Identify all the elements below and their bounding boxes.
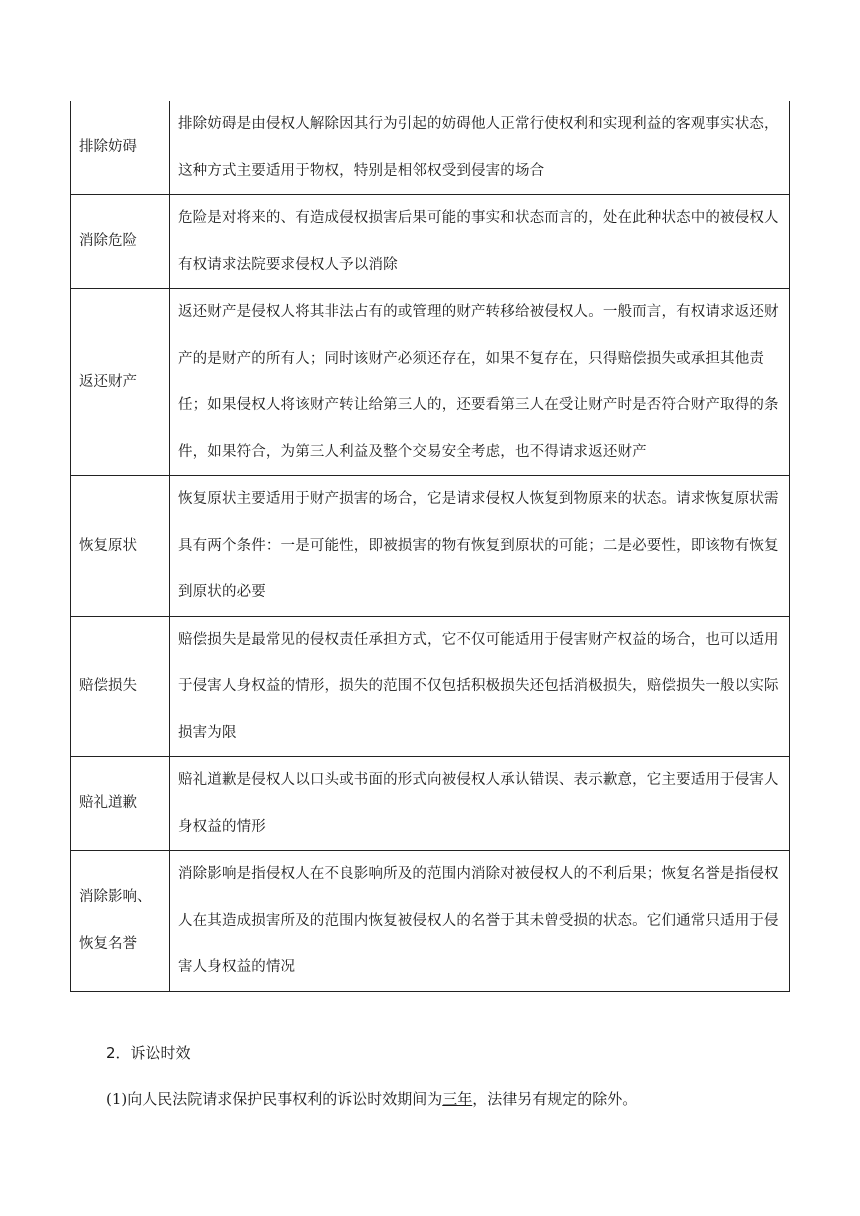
table-row bbox=[71, 195, 790, 289]
row-content: 消除影响是指侵权人在不良影响所及的范围内消除对被侵权人的不利后果；恢复名誉是指侵权人在其造成损害所及的范围内恢复被侵权人的名誉于其未曾受损的状态。它们通常只适用于侵害人身权益的情况 bbox=[170, 851, 790, 992]
row-content: 排除妨碍是由侵权人解除因其行为引起的妨碍他人正常行使权利和实现利益的客观事实状态，这种方式主要适用于物权，特别是相邻权受到侵害的场合 bbox=[170, 101, 790, 195]
row-content: 返还财产是侵权人将其非法占有的或管理的财产转移给被侵权人。一般而言，有权请求返还财产的是财产的所有人；同时该财产必须还存在，如果不复存在，只得赔偿损失或承担其他责任；如果侵权人将该财产转让给第三人的，还要看第三人在受让财产时是否符合财产取得的条件，如果符合，为第三人利益及整个交易安全考虑，也不得请求返还财产 bbox=[170, 289, 790, 476]
row-label: 消除影响、恢复名誉 bbox=[71, 851, 170, 992]
row-label: 消除危险 bbox=[71, 195, 170, 289]
row-label: 返还财产 bbox=[71, 289, 170, 476]
section-heading: 2．诉讼时效 bbox=[106, 1044, 191, 1062]
liability-methods-table bbox=[70, 101, 790, 992]
row-label: 赔偿损失 bbox=[71, 616, 170, 757]
para-underlined-term: 三年 bbox=[442, 1090, 473, 1108]
table-row bbox=[71, 616, 790, 757]
row-content: 赔偿损失是最常见的侵权责任承担方式，它不仅可能适用于侵害财产权益的场合，也可以适用于侵害人身权益的情形，损失的范围不仅包括积极损失还包括消极损失，赔偿损失一般以实际损害为限 bbox=[170, 616, 790, 757]
para-suffix: ，法律另有规定的除外。 bbox=[472, 1090, 638, 1108]
table-row bbox=[71, 851, 790, 992]
table-row bbox=[71, 476, 790, 617]
row-content: 恢复原状主要适用于财产损害的场合，它是请求侵权人恢复到物原来的状态。请求恢复原状需具有两个条件：一是可能性，即被损害的物有恢复到原状的可能；二是必要性，即该物有恢复到原状的必要 bbox=[170, 476, 790, 617]
row-label: 排除妨碍 bbox=[71, 101, 170, 195]
row-content: 危险是对将来的、有造成侵权损害后果可能的事实和状态而言的，处在此种状态中的被侵权人有权请求法院要求侵权人予以消除 bbox=[170, 195, 790, 289]
section-paragraph bbox=[106, 1086, 806, 1112]
table-row bbox=[71, 289, 790, 476]
table-row bbox=[71, 757, 790, 851]
para-prefix: (1)向人民法院请求保护民事权利的诉讼时效期间为 bbox=[106, 1090, 443, 1108]
row-label: 恢复原状 bbox=[71, 476, 170, 617]
row-label: 赔礼道歉 bbox=[71, 757, 170, 851]
table-row bbox=[71, 101, 790, 195]
row-content: 赔礼道歉是侵权人以口头或书面的形式向被侵权人承认错误、表示歉意，它主要适用于侵害人身权益的情形 bbox=[170, 757, 790, 851]
